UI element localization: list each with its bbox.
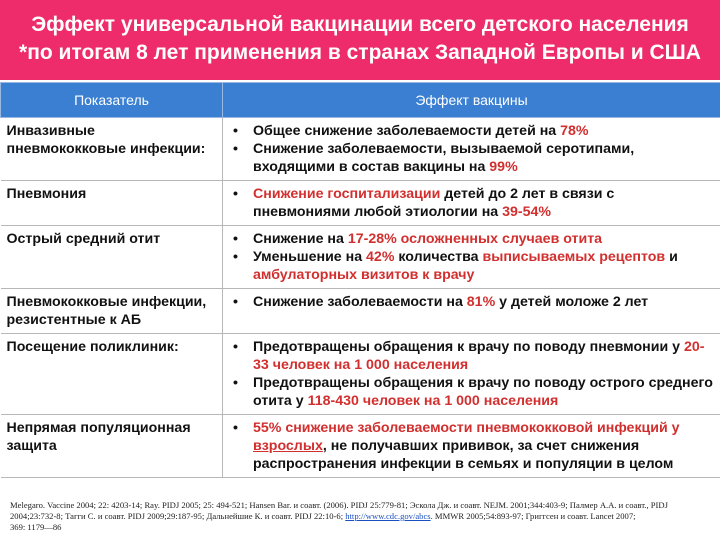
vaccine-effect-table: [0, 82, 720, 478]
effect-item: [229, 419, 715, 473]
table-row: [1, 118, 720, 181]
highlighted-text: 42%: [366, 249, 395, 265]
effect-cell: [223, 415, 720, 478]
effect-text: Предотвращены обращения к врачу по поводу острого среднего отита у: [253, 375, 713, 409]
effect-item: [229, 140, 715, 176]
table-header-row: [1, 83, 720, 118]
highlighted-text: 81%: [466, 294, 496, 310]
effect-text: у детей моложе 2 лет: [495, 294, 649, 310]
page-subtitle: *по итогам 8 лет применения в странах Западной Европы и США: [19, 41, 701, 64]
reference-link[interactable]: http://www.cdc.gov/abcs: [345, 511, 431, 521]
effect-cell: [223, 118, 720, 181]
highlighted-text: 55% снижение заболеваемости пневмококковой инфекций у: [253, 420, 680, 436]
effect-item: [229, 185, 715, 221]
effect-item: [229, 338, 715, 374]
effect-text: Снижение заболеваемости на: [253, 294, 467, 310]
effect-list: [229, 338, 715, 410]
table-body: [1, 118, 720, 478]
effect-text: Снижение на: [253, 231, 348, 247]
effect-text: Общее снижение заболеваемости детей на: [253, 123, 561, 139]
highlighted-text: 99%: [489, 159, 518, 175]
effect-cell: [223, 334, 720, 415]
effect-cell: [223, 226, 720, 289]
indicator-cell: Пневмония: [1, 181, 223, 226]
highlighted-text: 39-54%: [502, 204, 552, 220]
effect-list: [229, 419, 715, 473]
indicator-cell: Пневмококковые инфекции, резистентные к АБ: [1, 289, 223, 334]
vaccine-effect-table-wrapper: [0, 82, 720, 478]
highlighted-text: 17-28% осложненных случаев отита: [347, 231, 603, 247]
highlighted-text: 118-430 человек на 1 000 населения: [307, 393, 559, 409]
effect-list: [229, 230, 715, 284]
reference-line-3: 369: 1179—86: [10, 522, 62, 532]
reference-line-2: 2004;23:732-8; Тагги С. и соавт. PIDJ 2009;29:187-95; Дальнейшие К. и соавт. PIDJ 22:10-6; http://www.cdc.gov/abcs. MMWR 2005;54:893-97; Григгсен и соавт. Lancet 2007;: [10, 511, 636, 521]
highlighted-text: амбулаторных визитов к врачу: [253, 267, 475, 283]
indicator-cell: Непрямая популяционная защита: [1, 415, 223, 478]
effect-list: [229, 185, 715, 221]
title-banner: [0, 0, 720, 80]
reference-line-1: Melegaro. Vaccine 2004; 22: 4203-14; Ray. PIDJ 2005; 25: 494-521; Hansen Bar. и соавт. (2006). PIDJ 25:779-81; Эскола Дж. и соавт. NEJM. 2001;344:403-9; Палмер А.А. и соавт., PIDJ: [10, 500, 668, 510]
effect-text: Уменьшение на: [253, 249, 367, 265]
effect-cell: [223, 181, 720, 226]
highlighted-text: взрослых: [253, 438, 323, 454]
table-row: [1, 289, 720, 334]
effect-text: детей до 2 лет в связи с пневмониями любой этиологии на: [253, 186, 615, 220]
highlighted-text: Снижение госпитализации: [253, 186, 441, 202]
indicator-cell: Острый средний отит: [1, 226, 223, 289]
effect-item: [229, 230, 715, 248]
effect-item: [229, 122, 715, 140]
effect-text: и: [665, 249, 678, 265]
table-row: [1, 181, 720, 226]
effect-text: , не получавших прививок, за счет снижения распространения инфекции в семьях и популяции в целом: [253, 438, 674, 472]
highlighted-text: 20-33 человек на 1 000 населения: [253, 339, 705, 373]
page-title: Эффект универсальной вакцинации всего детского населения: [31, 13, 689, 36]
effect-item: [229, 248, 715, 284]
indicator-cell: Посещение поликлиник:: [1, 334, 223, 415]
references-footer: [10, 500, 715, 533]
effect-text: количества: [394, 249, 483, 265]
effect-item: [229, 374, 715, 410]
table-row: [1, 226, 720, 289]
indicator-cell: Инвазивные пневмококковые инфекции:: [1, 118, 223, 181]
effect-cell: [223, 289, 720, 334]
highlighted-text: выписываемых рецептов: [482, 249, 666, 265]
effect-list: [229, 293, 715, 311]
effect-text: Предотвращены обращения к врачу по поводу пневмонии у: [253, 339, 684, 355]
table-row: [1, 334, 720, 415]
column-header-indicator: Показатель: [1, 83, 223, 118]
effect-text: Снижение заболеваемости, вызываемой серотипами, входящими в состав вакцины на: [253, 141, 635, 175]
effect-item: [229, 293, 715, 311]
effect-list: [229, 122, 715, 176]
table-row: [1, 415, 720, 478]
column-header-effect: Эффект вакцины: [223, 83, 720, 118]
highlighted-text: 78%: [560, 123, 589, 139]
